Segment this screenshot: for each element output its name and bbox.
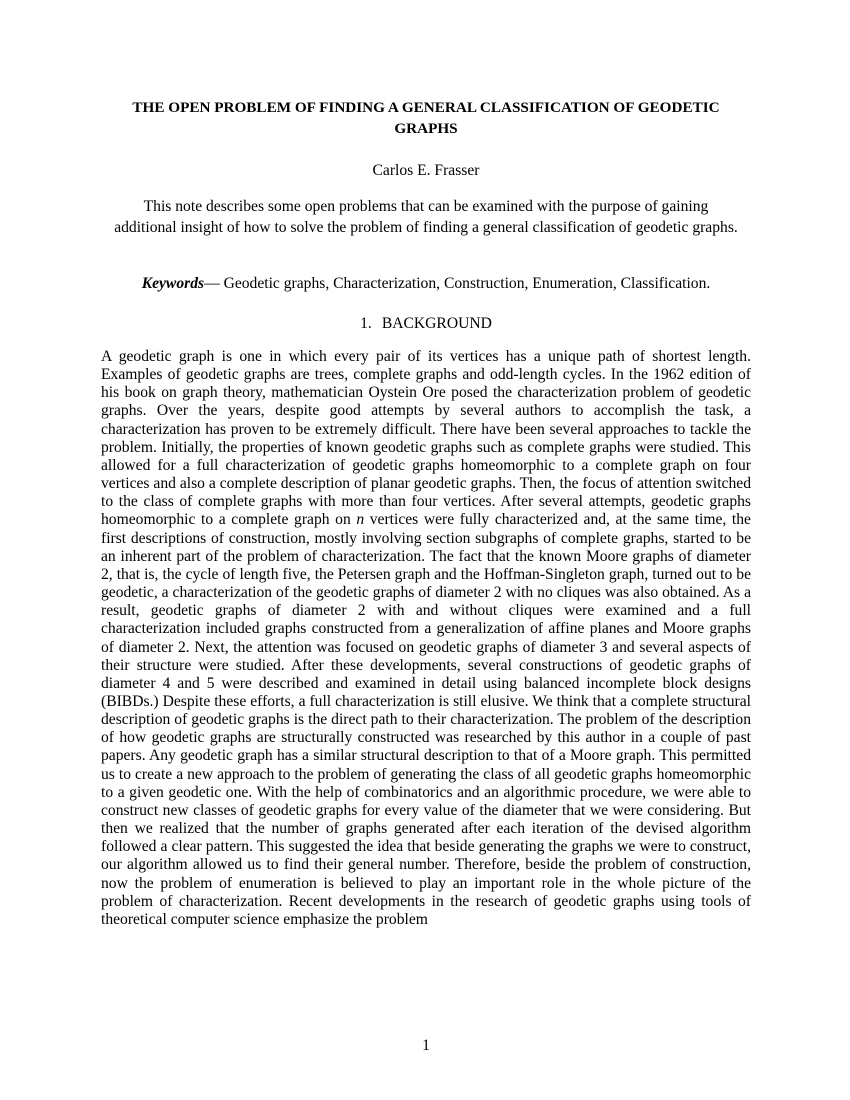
section-number: 1. [360, 315, 372, 332]
body-part-1: A geodetic graph is one in which every pair of its vertices has a unique path of shortest length. Examples of geodetic graphs are trees, complete graphs and odd-length cycles. In the 1962 edition of his book on graph theory, mathematician Oystein Ore posed the characterization problem of geodetic graphs. Over the years, despite good attempts by several authors to accomplish the task, a characterization has proven to be extremely difficult. There have been several approaches to tackle the problem. Initially, the properties of known geodetic graphs such as complete graphs were studied. This allowed for a full characterization of geodetic graphs homeomorphic to a complete graph on four vertices and also a complete description of planar geodetic graphs. Then, the focus of attention switched to the class of complete graphs with more than four vertices. After several attempts, geodetic graphs homeomorphic to a complete graph on [101, 348, 751, 529]
keywords-text: Geodetic graphs, Characterization, Construction, Enumeration, Classification. [223, 275, 711, 292]
keywords-line [101, 274, 751, 294]
body-italic-n: n [356, 511, 365, 529]
section-title: BACKGROUND [381, 315, 492, 332]
body-paragraph [101, 348, 751, 929]
page-number: 1 [422, 1037, 430, 1054]
author-name: Carlos E. Frasser [372, 162, 480, 179]
body-part-2: vertices were fully characterized and, at the same time, the first descriptions of construction, mostly involving section subgraphs of complete graphs, started to be an inherent part of the problem of characterization. The fact that the known Moore graphs of diameter 2, that is, the cycle of length five, the Petersen graph and the Hoffman-Singleton graph, turned out to be geodetic, a characterization of the geodetic graphs of diameter 2 with no cliques was also obtained. As a result, geodetic graphs of diameter 2 with and without cliques were examined and a full characterization included graphs constructed from a generalization of affine planes and Moore graphs of diameter 2. Next, the attention was focused on geodetic graphs of diameter 3 and several aspects of their structure were studied. After these developments, several constructions of geodetic graphs of diameter 4 and 5 were described and examined in detail using balanced incomplete block designs (BIBDs.) Despite these efforts, a full characterization is still elusive. We think that a complete structural description of geodetic graphs is the direct path to their characterization. The problem of the description of how geodetic graphs are structurally constructed was researched by this author in a couple of past papers. Any geodetic graph has a similar structural description to that of a Moore graph. This permitted us to create a new approach to the problem of generating the class of all geodetic graphs homeomorphic to a given geodetic one. With the help of combinatorics and an algorithmic procedure, we were able to construct new classes of geodetic graphs for every value of the diameter that we were considering. But then we realized that the number of graphs generated after each iteration of the devised algorithm followed a clear pattern. This suggested the idea that beside generating the graphs we were to construct, our algorithm allowed us to find their general number. Therefore, beside the problem of construction, now the problem of enumeration is believed to play an important role in the whole picture of the problem of characterization. Recent developments in the research of geodetic graphs using tools of theoretical computer science emphasize the problem [101, 511, 751, 928]
section-heading [101, 314, 751, 334]
keywords-dash: — [204, 275, 224, 292]
body-text [101, 348, 751, 929]
paper-title: THE OPEN PROBLEM OF FINDING A GENERAL CLASSIFICATION OF GEODETIC GRAPHS [132, 99, 720, 137]
keywords-label: Keywords [141, 275, 205, 292]
abstract: This note describes some open problems that can be examined with the purpose of gaining additional insight of how to solve the problem of finding a general classification of geodetic graphs. [114, 198, 738, 236]
